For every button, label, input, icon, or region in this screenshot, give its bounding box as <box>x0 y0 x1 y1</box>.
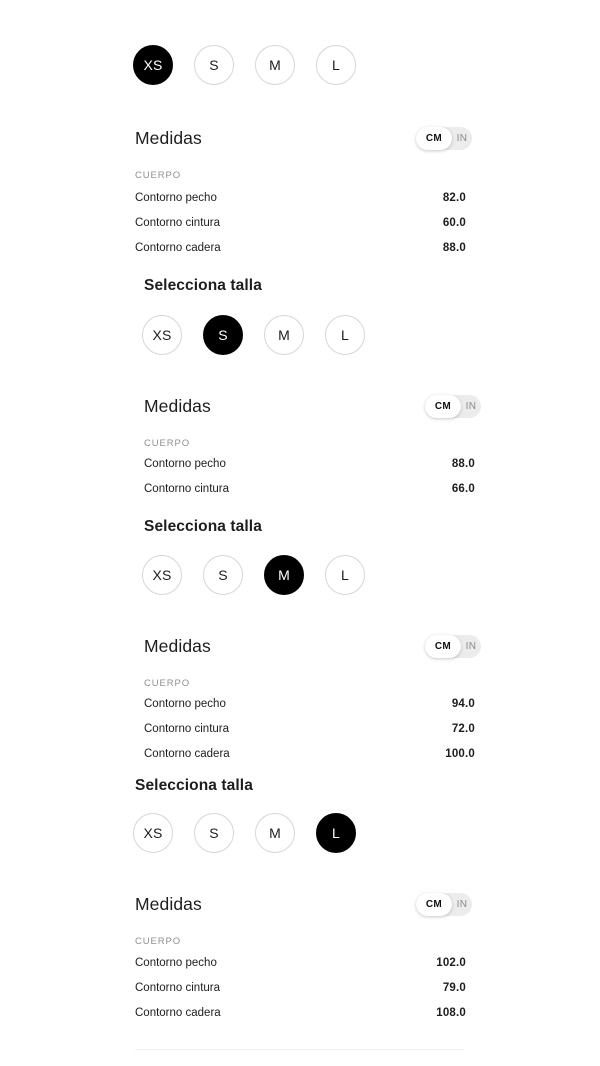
measure-label: Contorno pecho <box>144 698 226 710</box>
unit-toggle[interactable] <box>416 127 472 150</box>
measures-header <box>144 394 475 418</box>
select-size-title: Selecciona talla <box>144 518 262 535</box>
measure-row <box>144 747 475 761</box>
measures-title: Medidas <box>135 127 202 148</box>
unit-in-option[interactable]: IN <box>465 400 477 412</box>
measures-header <box>135 892 466 916</box>
size-option-l[interactable]: L <box>325 315 365 355</box>
measure-row <box>144 457 475 471</box>
unit-in-option[interactable]: IN <box>456 898 468 910</box>
size-selector <box>133 45 356 85</box>
measure-value: 82.0 <box>442 192 466 204</box>
unit-cm-option[interactable]: CM <box>425 635 461 658</box>
size-option-m[interactable]: M <box>264 555 304 595</box>
size-option-xs[interactable]: XS <box>133 45 173 85</box>
measures-title: Medidas <box>144 635 211 656</box>
select-size-title: Selecciona talla <box>135 777 253 794</box>
measure-row <box>135 956 466 970</box>
measures-title: Medidas <box>144 395 211 416</box>
measure-value: 100.0 <box>445 748 475 760</box>
unit-cm-option[interactable]: CM <box>425 395 461 418</box>
measure-row <box>135 216 466 230</box>
measure-row <box>135 981 466 995</box>
measure-row <box>135 1006 466 1020</box>
measure-label: Contorno cintura <box>144 483 230 495</box>
measure-group-label: CUERPO <box>135 936 182 947</box>
size-option-s[interactable]: S <box>194 813 234 853</box>
measure-value: 94.0 <box>451 698 475 710</box>
measure-row <box>135 191 466 205</box>
measure-group-label: CUERPO <box>144 438 191 449</box>
unit-cm-option[interactable]: CM <box>416 893 452 916</box>
measure-value: 108.0 <box>436 1007 466 1019</box>
size-option-xs[interactable]: XS <box>142 555 182 595</box>
size-option-s[interactable]: S <box>203 315 243 355</box>
measures-header <box>144 634 475 658</box>
measure-group-label: CUERPO <box>135 170 182 181</box>
size-selector <box>133 813 356 853</box>
measure-group-label: CUERPO <box>144 678 191 689</box>
measure-value: 88.0 <box>442 242 466 254</box>
measure-label: Contorno cadera <box>135 242 221 254</box>
measures-header <box>135 126 466 150</box>
unit-cm-option[interactable]: CM <box>416 127 452 150</box>
unit-in-option[interactable]: IN <box>456 132 468 144</box>
measure-label: Contorno cintura <box>144 723 230 735</box>
measure-value: 66.0 <box>451 483 475 495</box>
measure-value: 72.0 <box>451 723 475 735</box>
select-size-title: Selecciona talla <box>144 277 262 294</box>
measure-label: Contorno pecho <box>135 957 217 969</box>
size-option-s[interactable]: S <box>194 45 234 85</box>
measure-label: Contorno cintura <box>135 982 221 994</box>
measure-value: 102.0 <box>436 957 466 969</box>
size-option-l[interactable]: L <box>316 813 356 853</box>
unit-toggle[interactable] <box>425 635 481 658</box>
unit-in-option[interactable]: IN <box>465 640 477 652</box>
measure-label: Contorno cadera <box>135 1007 221 1019</box>
measure-value: 79.0 <box>442 982 466 994</box>
size-option-l[interactable]: L <box>316 45 356 85</box>
measure-value: 88.0 <box>451 458 475 470</box>
size-selector <box>142 315 365 355</box>
size-option-xs[interactable]: XS <box>133 813 173 853</box>
unit-toggle[interactable] <box>416 893 472 916</box>
measure-label: Contorno pecho <box>135 192 217 204</box>
size-selector <box>142 555 365 595</box>
size-option-m[interactable]: M <box>255 45 295 85</box>
measure-row <box>144 722 475 736</box>
size-option-s[interactable]: S <box>203 555 243 595</box>
size-option-m[interactable]: M <box>264 315 304 355</box>
measure-label: Contorno cintura <box>135 217 221 229</box>
measure-row <box>144 697 475 711</box>
size-option-m[interactable]: M <box>255 813 295 853</box>
measure-row <box>144 482 475 496</box>
measure-value: 60.0 <box>442 217 466 229</box>
unit-toggle[interactable] <box>425 395 481 418</box>
size-option-l[interactable]: L <box>325 555 365 595</box>
size-option-xs[interactable]: XS <box>142 315 182 355</box>
measure-row <box>135 241 466 255</box>
measure-label: Contorno pecho <box>144 458 226 470</box>
measure-label: Contorno cadera <box>144 748 230 760</box>
section-divider <box>135 1049 465 1050</box>
measures-title: Medidas <box>135 893 202 914</box>
